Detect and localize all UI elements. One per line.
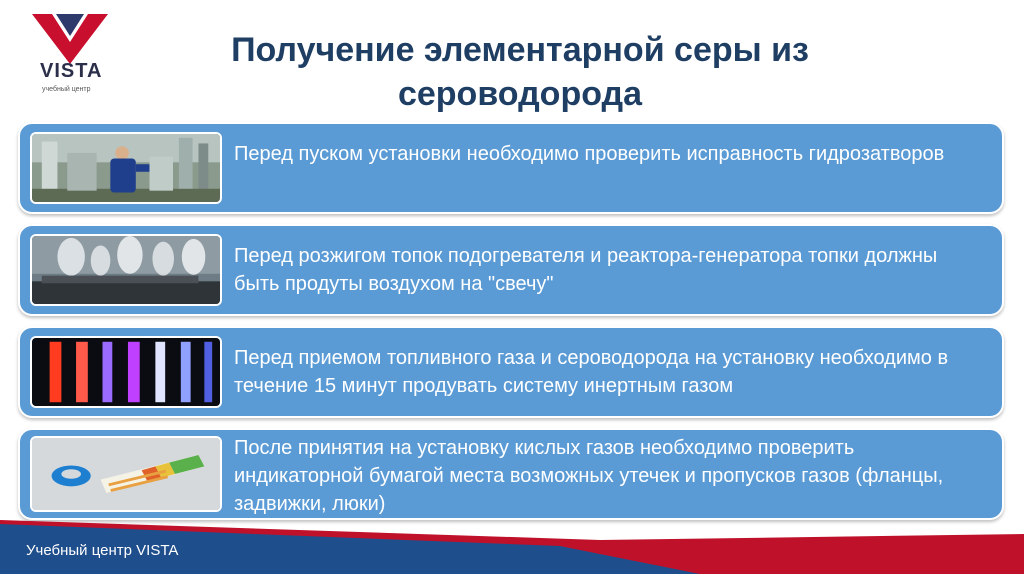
item-text: Перед розжигом топок подогревателя и реактора-генератора топки должны быть продуты воздухом на "свечу" [234, 245, 938, 295]
footer-label: Учебный центр VISTA [26, 542, 179, 559]
stacks-photo [30, 234, 222, 306]
tubes-photo [30, 336, 222, 408]
footer-bar [0, 520, 1024, 574]
list-item [18, 122, 1004, 214]
item-text: Перед пуском установки необходимо проверить исправность гидрозатворов [234, 143, 945, 165]
logo-subtitle: учебный центр [42, 86, 91, 93]
item-text: Перед приемом топливного газа и сероводорода на установку необходимо в течение 15 минут продувать систему инертным газом [234, 347, 949, 397]
worker-photo [30, 132, 222, 204]
logo-brand: VISTA [40, 60, 103, 82]
list-item [18, 326, 1004, 418]
slide-title: Получение элементарной серы из сероводорода [231, 31, 809, 113]
list-item [18, 428, 1004, 520]
item-text: После принятия на установку кислых газов необходимо проверить индикаторной бумагой места возможных утечек и пропусков газов (фланцы, задвижки, люки) [234, 437, 944, 515]
list-item [18, 224, 1004, 316]
indicator-paper-photo [30, 436, 222, 512]
